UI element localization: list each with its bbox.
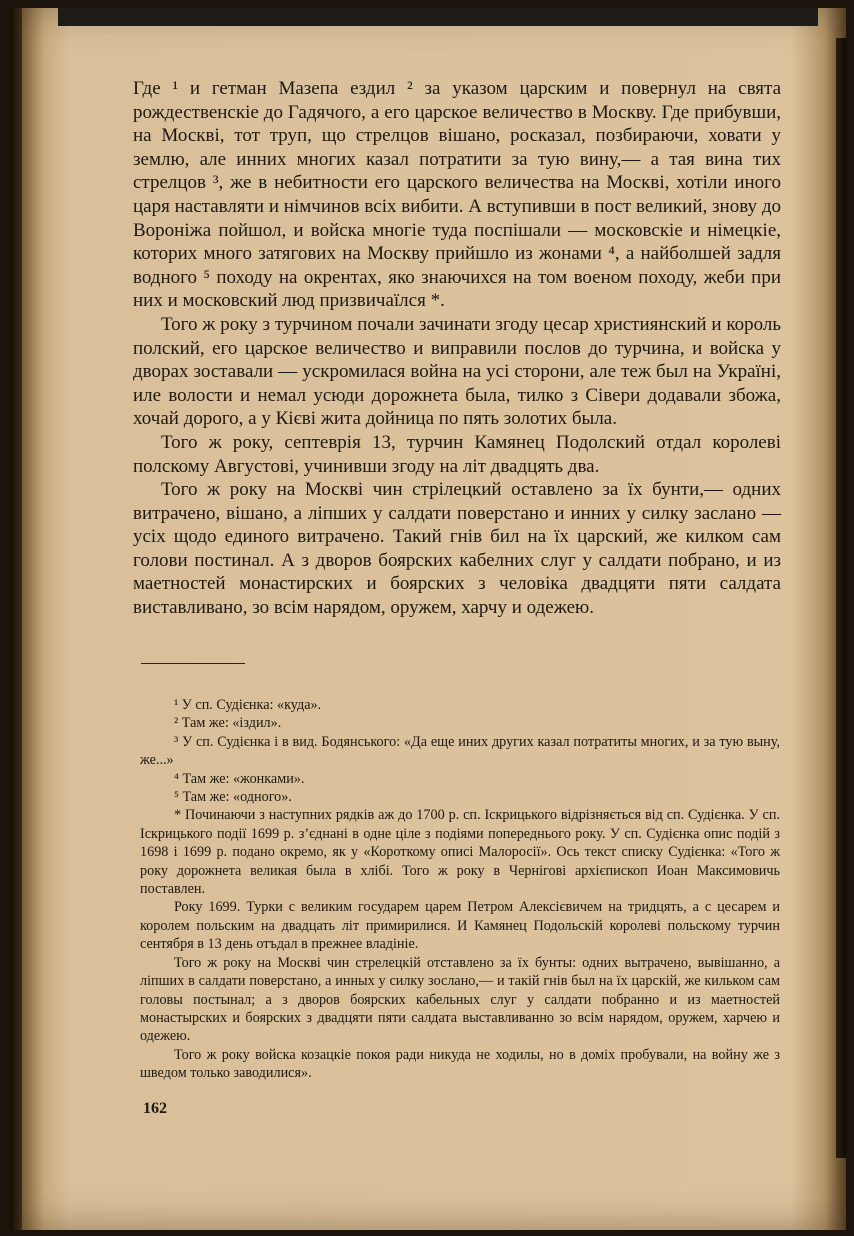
paragraph: Того ж року, септеврія 13, турчин Камянец Подолский отдал королеві полскому Августові, учинивши згоду на літ двадцять два. [133,431,781,477]
footnote-separator [141,663,245,664]
page-shadow-right [836,38,846,1158]
footnotes [140,696,780,1083]
paragraph: Того ж року з турчином почали зачинати згоду цесар християнский и король полский, его царское величество и виправили послов до турчина, и войска у дворах зоставали — ускромилася война на усі сторони, але теж был на Україні, иле волости и немал усюди дорожнета была, тилко з Сівери додавали збожа, хочай дорого, а у Кієві жита дойница по пять золотих была. [133,313,781,430]
quoted-text: Того ж року на Москві чин стрелецкій отставлено за їх бунты: одних вытрачено, вывішанно, а ліпших в салдати поверстано, а инных у силку зослано,— и такій гнів был на їх царскій, же кильком сам головы постынал; а з дворов боярских кабельных слуг у салдати побранно и из маетностей монастырских и боярских з двадцяти пяти салдата выставливанно зо всім нарядом, оружем, харчею и одежею. [140,954,780,1045]
footnote: ¹ У сп. Судієнка: «куда». [174,697,322,713]
main-text [133,77,781,620]
footnote: ⁴ Там же: «жонками». [174,770,305,787]
page-shadow-left [10,8,22,1230]
paragraph: Того ж року на Москві чин стрілецкий оставлено за їх бунти,— одних витрачено, вішано, а ліпших у салдати поверстано и инних у силку заслано — усіх щодо единого витрачено. Такий гнів бил на їх царский, же килком сам голови постинал. А з дворов боярских кабелних слуг у салдати побрано, и из маетностей монастирских и боярских з человіка двадцяти пяти салдата виставливано, зо всім нарядом, оружем, харчу и одежею. [133,479,781,619]
top-dark-edge [58,8,818,26]
quoted-text: Того ж року войска козацкіе покоя ради никуда не ходилы, но в доміх пробували, на войну же з шведом только заводилися». [140,1046,780,1082]
paragraph: Где ¹ и гетман Мазепа ездил ² за указом царским и повернул на свята рождественскіе до Гадячого, а его царское величество в Москву. Где прибувши, на Москві, тот труп, що стрелцов вішано, росказал, позбираючи, ховати у землю, але инних многих казал потратити за тую вину,— а тая вина тих стрелцов ³, же в небитности его царского величества на Москві, хотіли иного царя наставляти и німчинов всіх вибити. А вступивши в пост великий, знову до Вороніжа пойшол, и войска многіе туда поспішали — московскіе и німецкіе, которих много затягових на Москву прийшло из жонами ⁴, а найболшей задля водного ⁵ походу на окрентах, яко знаючихся на том военом походу, жеби при них и московский люд призвичаїлся *. [133,78,781,312]
footnote: * Починаючи з наступних рядків аж до 1700 р. сп. Іскрицького відрізняється від сп. Судієнка. У сп. Іскрицького події 1699 р. з’єднані в одне ціле з подіями попереднього року. У сп. Судієнка опис подій з 1698 і 1699 р. подано окремо, як у «Короткому описі Малоросії». Ось текст списку Судієнка: «Того ж року дорожнета великая была в хлібі. Того ж року в Чернігові архієпископ Иоан Максимовичь поставлен. [140,807,780,898]
footnote: ² Там же: «іздил». [174,715,282,732]
page-number: 162 [143,1100,167,1117]
quoted-text: Року 1699. Турки с великим государем царем Петром Алексієвичем на тридцять, а с цесарем и королем польским на двадцать літ примирилися. И Камянец Подольскій королеві польскому турчин сентября в 13 день отъдал в прежнее владініе. [140,899,780,953]
footnote: ⁵ Там же: «одного». [174,789,292,806]
footnote: ³ У сп. Судієнка і в вид. Бодянського: «Да еще иних других казал потратиты многих, и за тую выну, же...» [140,733,780,769]
